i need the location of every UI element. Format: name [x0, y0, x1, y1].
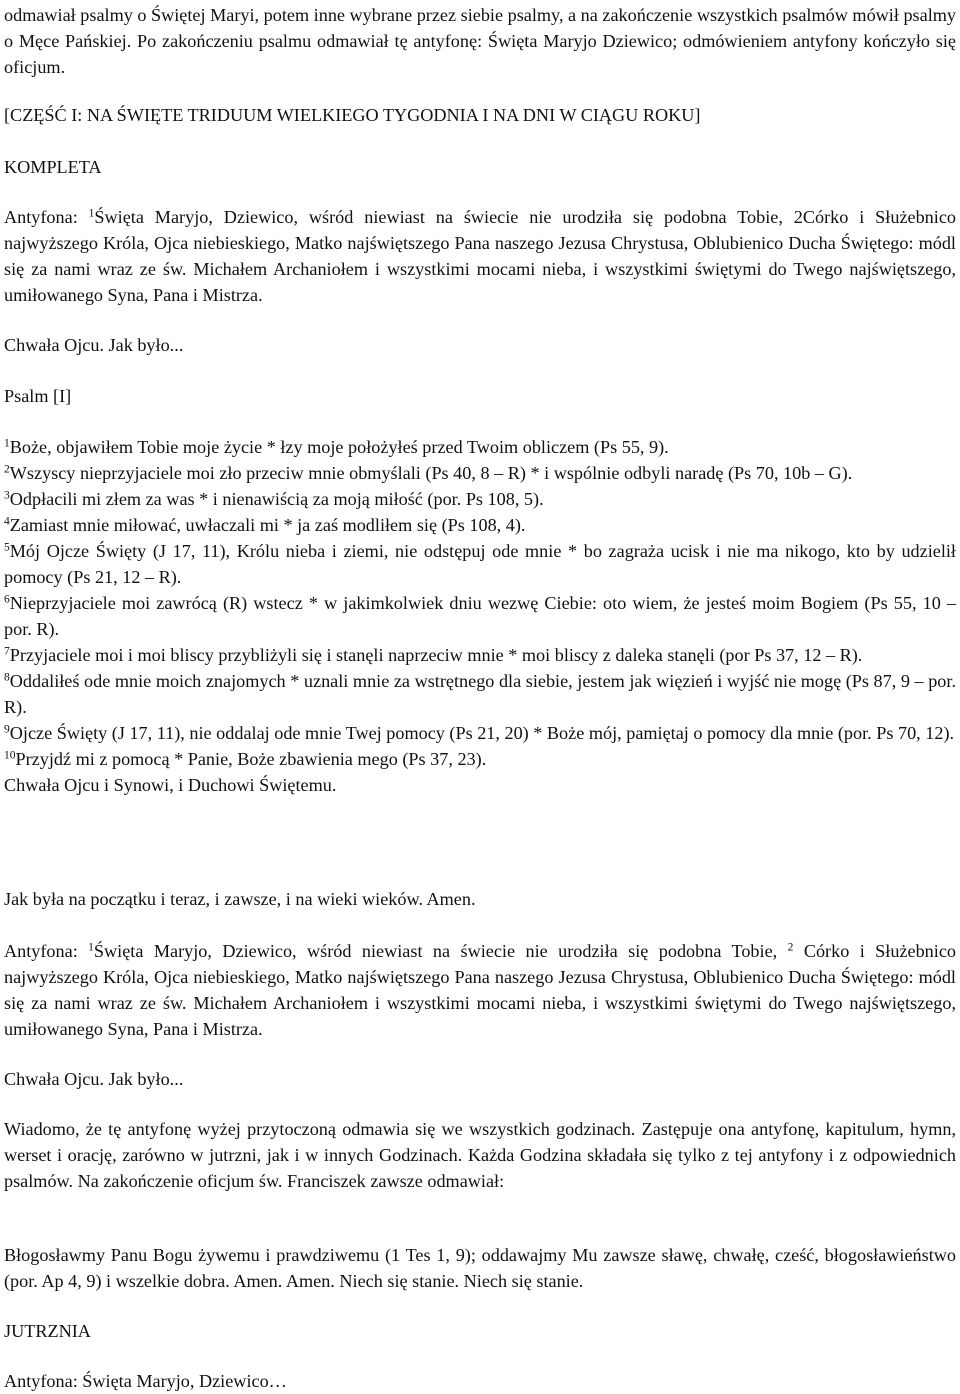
antiphon-2 — [4, 938, 956, 1042]
antiphon-text: Córko i Służebnico najwyższego Króla, Ojca niebieskiego, Matko najświętszego Pana naszego Jezusa Chrystusa, Oblubienico Ducha Świętego: módl się za nami wraz ze św. Michałem Archaniołem i wszystkimi mocami nieba, i wszystkimi świętymi do Twego najświętszego, umiłowanego Syna, Pana i Mistrza. — [4, 941, 957, 1039]
verse-number: 5 — [4, 541, 10, 554]
verse-number: 6 — [4, 593, 10, 606]
verse-number: 8 — [4, 671, 10, 684]
blessing-paragraph: Błogosławmy Panu Bogu żywemu i prawdziwemu (1 Tes 1, 9); oddawajmy Mu zawsze sławę, chwałę, cześć, błogosławieństwo (por. Ap 4, 9) i wszelkie dobra. Amen. Amen. Niech się stanie. Niech się stanie. — [4, 1245, 956, 1291]
verse-number: 4 — [4, 515, 10, 528]
verse-text: Mój Ojcze Święty (J 17, 11), Królu nieba i ziemi, nie odstępuj ode mnie * bo zagraża ucisk i nie ma nikogo, kto by udzielił pomocy (Ps 21, 12 – R). — [4, 541, 956, 587]
kompleta-heading: KOMPLETA — [4, 157, 102, 177]
intro-paragraph: odmawiał psalmy o Świętej Maryi, potem inne wybrane przez siebie psalmy, a na zakończenie wszystkich psalmów mówił psalmy o Męce Pańskiej. Po zakończeniu psalmu odmawiał tę antyfonę: Święta Maryjo Dziewico; odmówieniem antyfony kończyło się oficjum. — [4, 5, 956, 77]
psalm-verse — [4, 720, 956, 746]
verse-text: Odpłacili mi złem za was * i nienawiścią za moją miłość (por. Ps 108, 5). — [9, 489, 544, 509]
verse-number: 1 — [88, 207, 95, 220]
psalm-verse — [4, 590, 956, 642]
psalm-verse — [4, 486, 956, 512]
verse-number: 2 — [787, 941, 794, 954]
verse-text: Przyjaciele moi i moi bliscy przybliżyli się i stanęli naprzeciw mnie * moi bliscy z daleka stanęli (por Ps 37, 12 – R). — [9, 645, 863, 665]
verse-text: Oddaliłeś ode mnie moich znajomych * uznali mnie za wstrętnego dla siebie, jestem jak więzień i wyjść nie mogę (Ps 87, 9 – por. R). — [4, 671, 956, 717]
verse-text: Ojcze Święty (J 17, 11), nie oddalaj ode mnie Twej pomocy (Ps 21, 20) * Boże mój, pamiętaj o pomocy dla mnie (por. Ps 70, 12). — [9, 723, 955, 743]
antiphon-text: Święta Maryjo, Dziewico, wśród niewiast na świecie nie urodziła się podobna Tobie, 2Córko i Służebnico najwyższego Króla, Ojca niebieskiego, Matko najświętszego Pana naszego Jezusa Chrystusa, Oblubienico Ducha Świętego: módl się za nami wraz ze św. Michałem Archaniołem i wszystkimi mocami nieba, i wszystkimi świętymi do Twego najświętszego, umiłowanego Syna, Pana i Mistrza. — [4, 207, 956, 305]
psalm-heading: Psalm [I] — [4, 386, 72, 406]
verse-text: Boże, objawiłem Tobie moje życie * łzy moje położyłeś przed Twoim obliczem (Ps 55, 9). — [9, 437, 669, 457]
verse-number: 1 — [4, 437, 10, 450]
gloria-full-line: Chwała Ojcu i Synowi, i Duchowi Świętemu. — [4, 775, 337, 795]
gloria-full-2: Jak była na początku i teraz, i zawsze, i na wieki wieków. Amen. — [4, 889, 476, 909]
verse-text: Zamiast mnie miłować, uwłaczali mi * ja zaś modliłem się (Ps 108, 4). — [9, 515, 526, 535]
gloria-short-1: Chwała Ojcu. Jak było... — [4, 335, 184, 355]
final-antiphon: Antyfona: Święta Maryjo, Dziewico… — [4, 1371, 287, 1391]
verse-number: 7 — [4, 645, 10, 658]
jutrznia-heading: JUTRZNIA — [4, 1321, 91, 1341]
antiphon-1 — [4, 204, 956, 308]
verse-number: 3 — [4, 489, 10, 502]
psalm-verse — [4, 434, 956, 460]
psalm-verse — [4, 538, 956, 590]
psalm-verses — [4, 434, 956, 798]
verse-number: 9 — [4, 723, 10, 736]
psalm-verse — [4, 746, 956, 772]
verse-text: Nieprzyjaciele moi zawrócą (R) wstecz * w jakimkolwiek dniu wezwę Ciebie: oto wiem, że jesteś moim Bogiem (Ps 55, 10 – por. R). — [4, 593, 956, 639]
verse-number: 10 — [4, 749, 16, 762]
psalm-verse — [4, 668, 956, 720]
gloria-short-2: Chwała Ojcu. Jak było... — [4, 1069, 184, 1089]
verse-number: 2 — [4, 463, 10, 476]
part-heading: [CZĘŚĆ I: NA ŚWIĘTE TRIDUUM WIELKIEGO TYGODNIA I NA DNI W CIĄGU ROKU] — [4, 105, 701, 125]
psalm-verse — [4, 512, 956, 538]
psalm-verse — [4, 460, 956, 486]
verse-number: 1 — [88, 941, 94, 954]
psalm-verse — [4, 642, 956, 668]
explanation-paragraph: Wiadomo, że tę antyfonę wyżej przytoczoną odmawia się we wszystkich godzinach. Zastępuje ona antyfonę, kapitulum, hymn, werset i orację, zarówno w jutrzni, jak i w innych Godzinach. Każda Godzina składała się tylko z tej antyfony i z odpowiednich psalmów. Na zakończenie oficjum św. Franciszek zawsze odmawiał: — [4, 1119, 956, 1191]
antiphon-text: Święta Maryjo, Dziewico, wśród niewiast na świecie nie urodziła się podobna Tobie, — [93, 941, 788, 961]
antiphon-prefix: Antyfona: — [4, 207, 89, 227]
verse-text: Przyjdź mi z pomocą * Panie, Boże zbawienia mego (Ps 37, 23). — [15, 749, 487, 769]
verse-text: Wszyscy nieprzyjaciele moi zło przeciw mnie obmyślali (Ps 40, 8 – R) * i wspólnie odbyli naradę (Ps 70, 10b – G). — [9, 463, 853, 483]
antiphon-prefix: Antyfona: — [4, 941, 89, 961]
